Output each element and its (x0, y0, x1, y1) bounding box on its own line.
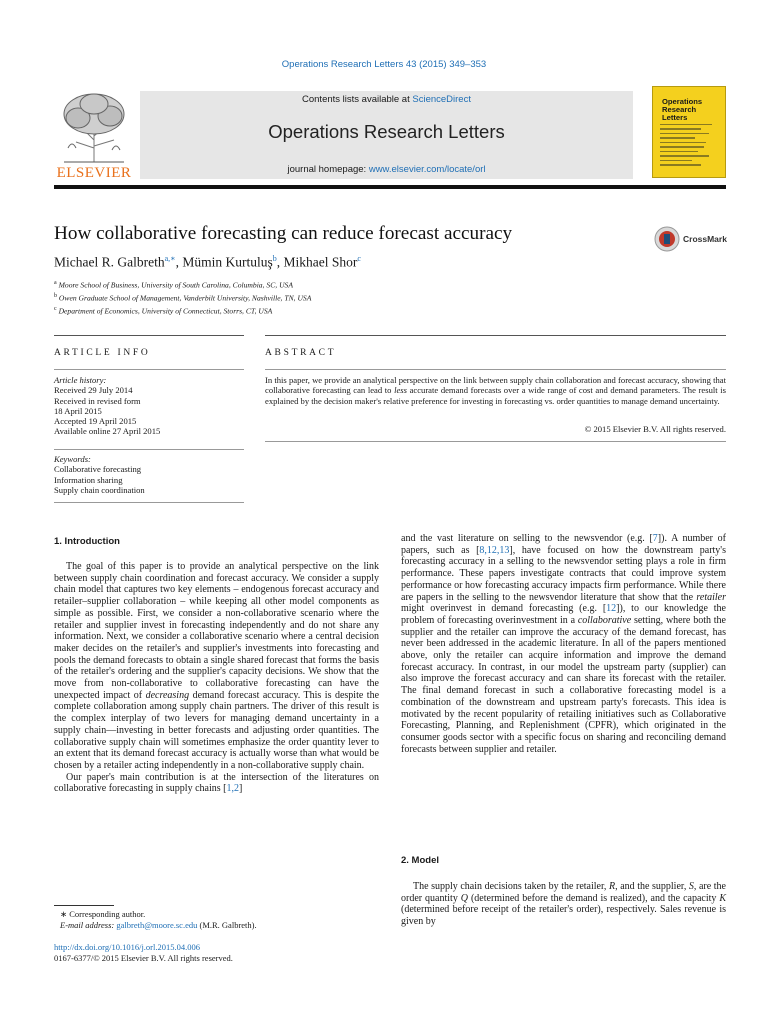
keywords-label: Keywords: (54, 454, 91, 464)
divider (265, 441, 726, 442)
doi-link[interactable]: http://dx.doi.org/10.1016/j.orl.2015.04.006 (54, 942, 200, 952)
divider (54, 449, 244, 450)
text-run: The supply chain decisions taken by the retailer, (413, 881, 609, 892)
text-emphasis: collaborative (577, 614, 632, 626)
history-item: Accepted 19 April 2015 (54, 416, 137, 427)
text-run: might overinvest in demand forecasting (e.g. [ (401, 603, 607, 615)
text-run: Our paper's main contribution is at the intersection of the literatures on collaborative forecasting in supply chains [ (54, 771, 379, 795)
math-symbol: Q (460, 892, 469, 904)
email-label: E-mail address: (60, 920, 117, 930)
author-list (54, 254, 361, 271)
section-1-title: 1. Introduction (54, 536, 120, 547)
author-name: Mikhael Shor (283, 254, 358, 270)
email-link[interactable]: galbreth@moore.sc.edu (116, 920, 198, 930)
history-item: Received 29 July 2014 (54, 385, 133, 396)
author-affil-marker[interactable]: c (357, 254, 361, 263)
keyword: Supply chain coordination (54, 484, 145, 495)
divider (265, 335, 726, 336)
header-divider (54, 185, 726, 189)
affiliation-text: Department of Economics, University of Connecticut, Storrs, CT, USA (56, 306, 273, 316)
paragraph (54, 772, 379, 795)
math-symbol: K (719, 892, 727, 904)
journal-homepage-link[interactable]: www.elsevier.com/locate/orl (368, 164, 486, 175)
homepage-line (140, 164, 633, 175)
crossmark-label[interactable]: CrossMark (683, 234, 727, 244)
text-run: ]), to our knowledge the problem of forecasting overinvestment in a (401, 603, 726, 626)
citation-link[interactable]: 1,2 (226, 783, 239, 795)
section-2-title: 2. Model (401, 855, 440, 866)
affiliation-marker: c (54, 306, 57, 312)
history-item: 18 April 2015 (54, 405, 102, 416)
sciencedirect-link[interactable]: ScienceDirect (412, 94, 471, 105)
abstract-part: accurate demand forecasts over a wide range of cost and demand parameters. The result is explained by the decision maker's relative preference for investing in forecasting vs. order quantities to manage demand uncertainty. (265, 385, 726, 406)
abstract-heading: ABSTRACT (265, 348, 337, 358)
affiliation-marker: b (54, 293, 57, 299)
affiliation (54, 293, 311, 303)
affiliation (54, 280, 293, 290)
journal-reference-link[interactable]: Operations Research Letters 43 (2015) 349–353 (281, 59, 487, 70)
right-column-body (401, 881, 726, 928)
history-label: Article history: (54, 375, 107, 385)
author-affil-marker[interactable]: a,∗ (164, 254, 176, 263)
paragraph (54, 561, 379, 772)
doi-block (54, 942, 233, 964)
text-run: ] (238, 783, 243, 795)
contents-line (140, 94, 633, 105)
cover-title: Operations Research Letters (662, 97, 703, 123)
keyword: Information sharing (54, 474, 123, 485)
citation-link[interactable]: 12 (606, 603, 617, 615)
history-item: Available online 27 April 2015 (54, 426, 161, 437)
issn-line: 0167-6377/© 2015 Elsevier B.V. All rights reserved. (54, 953, 233, 963)
divider (265, 369, 726, 370)
math-symbol: S (688, 881, 694, 892)
abstract-part: In this paper, we provide an analytical perspective on the link between supply chain collaboration and forecast accuracy, showing that collaborative forecasting can lead to (265, 375, 726, 396)
abstract-copyright: © 2015 Elsevier B.V. All rights reserved. (584, 424, 726, 434)
affiliation-text: Moore School of Business, University of South Carolina, Columbia, SC, USA (56, 280, 293, 290)
email-suffix: (M.R. Galbreth). (197, 920, 257, 930)
footnote-text: Corresponding author. (69, 909, 146, 919)
text-run: , are the order quantity (401, 881, 726, 904)
citation-link[interactable]: 7 (652, 533, 658, 544)
author-name: Mümin Kurtuluş (182, 254, 273, 270)
contents-prefix: Contents lists available at (302, 94, 413, 105)
paragraph (401, 881, 726, 928)
text-run: (determined before receipt of the retailer's order), respectively. Sales revenue is given by (401, 904, 726, 928)
text-run: demand forecast accuracy. This is despite the complete collaboration among supply chain partners. The driver of this result is the complex interplay of two levers for managing demand uncertainty in a supply chain—investing in better forecasts and adjusting order quantities. The collaborative supply chain will sometimes emphasize the order quantity lever to an extent that its demand forecast accuracy is actually worse than what would be chosen by a retailer acting independently in a non-collaborative supply chain. (54, 689, 380, 771)
divider (54, 369, 244, 370)
text-run: (determined before the demand is realized), and the capacity (468, 892, 720, 904)
article-history (54, 375, 254, 437)
affiliation-marker: a (54, 280, 57, 286)
abstract-text (265, 375, 726, 406)
author-separator: , (175, 254, 183, 270)
affiliation (54, 306, 272, 316)
publisher-name: ELSEVIER (56, 165, 132, 181)
paper-title: How collaborative forecasting can reduce forecast accuracy (54, 223, 513, 244)
text-run: The goal of this paper is to provide an analytical perspective on the link between supply chain coordination and forecast accuracy. We consider a supply chain model that captures two key elements – endogenous forecast accuracy and retailer–supplier collaboration – while keeping all other model components as simple as possible. First, we consider a non-collaborative scenario where the retailer and supplier invest in forecasting independently and do not share any information. Next, we consider a collaborative scenario where a central decision maker decides on the retailer's and supplier's investments into forecasting and pools the demand forecasts to obtain a single shared forecast that forms the basis of the retailer's ordering and the supplier's capacity decisions. We show that the move from non-collaborative to collaborative forecasting can have the unexpected impact of (54, 561, 379, 701)
text-run: setting, where both the supplier and the retailer can improve the accuracy of the demand forecast, has never been addressed in the academic literature. In all of the papers mentioned above, only the retailer can acquire information and improve the demand forecast accuracy. In contrast, in our model the upstream party (supplier) can also improve the forecast accuracy and can share its forecast with the retailer. The final demand forecast in such a collaborative forecasting model is a combination of the downstream and upstream party's forecasts. This idea is motivated by the recent popularity of retailing initiatives such as Collaborative Forecasting, Planning, and Replenishment (CPFR), which originated in the consumer goods sector with a specific focus on sharing and reconciling demand forecasts between supplier and retailer. (401, 614, 726, 755)
math-symbol: R (609, 881, 616, 892)
text-emphasis: decreasing (145, 689, 190, 701)
footnote-divider (54, 905, 114, 906)
footnote-mark: ∗ (60, 909, 68, 919)
divider (54, 502, 244, 503)
author-name: Michael R. Galbreth (54, 254, 165, 270)
author-affil-marker[interactable]: b (272, 254, 277, 263)
history-item: Received in revised form (54, 395, 141, 406)
text-run: ], have focused on how the downstream party's forecasting accuracy in a selling to the newsvendor setting plays a role in firm performance. These papers investigate contracts that could improve system performance or how forecasting accuracy impacts firm performance. While there are papers in the selling to the newsvendor literature that show that the (401, 544, 726, 603)
text-run: and the vast literature on selling to the newsvendor (e.g. [ (401, 533, 653, 544)
journal-title: Operations Research Letters (268, 121, 505, 142)
corresponding-footnote (54, 909, 257, 920)
email-footnote (54, 920, 257, 931)
abstract-emphasis: less (394, 385, 407, 396)
article-info-heading: ARTICLE INFO (54, 348, 151, 358)
citation-link[interactable]: 8,12,13 (479, 544, 510, 556)
paragraph (401, 533, 726, 755)
text-run: , and the supplier, (615, 881, 689, 892)
crossmark-icon[interactable] (654, 226, 680, 252)
keywords (54, 454, 254, 495)
affiliation-text: Owen Graduate School of Management, Vanderbilt University, Nashville, TN, USA (57, 293, 312, 303)
left-column-body (54, 561, 379, 795)
homepage-prefix: journal homepage: (287, 164, 369, 175)
right-column-body (401, 533, 726, 755)
divider (54, 335, 244, 336)
keyword: Collaborative forecasting (54, 464, 142, 475)
text-emphasis: retailer (696, 591, 726, 603)
cover-text-lines (660, 124, 718, 169)
text-run: ]). A number of papers, such as [ (401, 533, 727, 556)
footnotes (54, 909, 257, 931)
author-separator: , (276, 254, 284, 270)
